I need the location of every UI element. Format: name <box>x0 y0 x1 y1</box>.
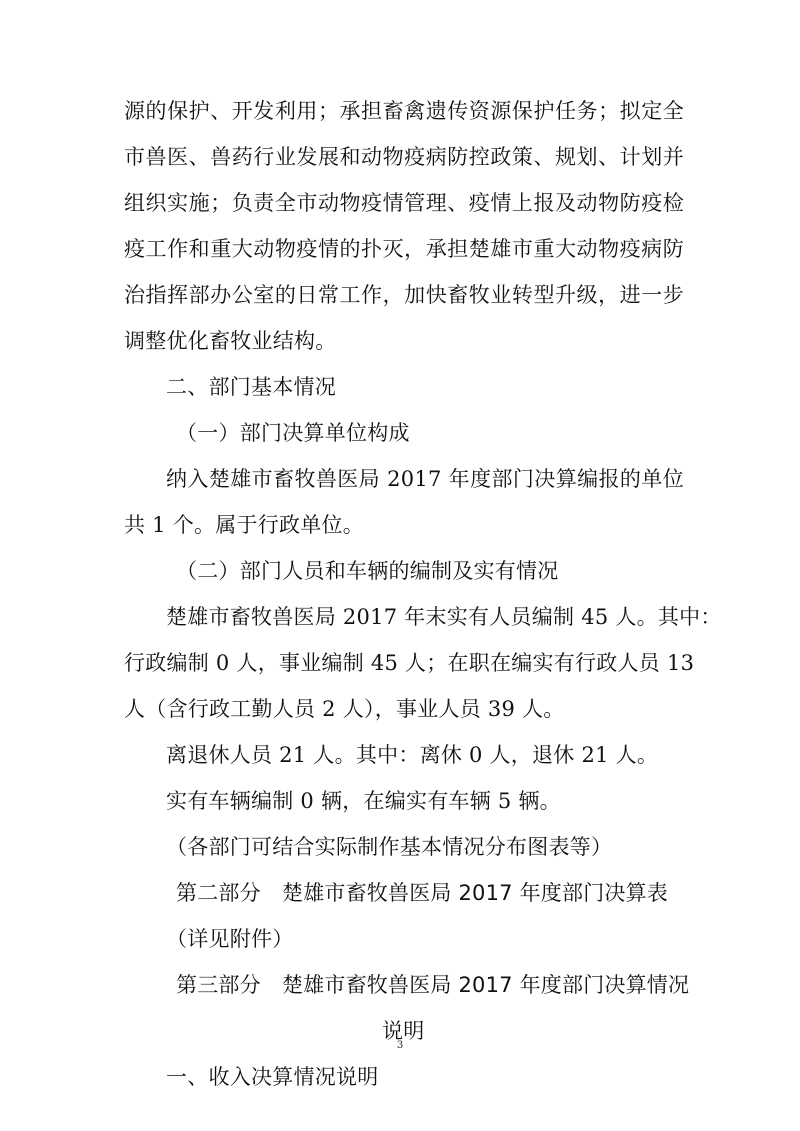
staff-paragraph-line-1: 楚雄市畜牧兽医局 2017 年末实有人员编制 45 人。其中： <box>166 605 722 629</box>
vehicle-line: 实有车辆编制 0 辆，在编实有车辆 5 辆。 <box>166 789 561 813</box>
staff-paragraph-line-2: 行政编制 0 人，事业编制 45 人；在职在编实有行政人员 13 <box>124 651 695 675</box>
part-three-title-line-2: 说明 <box>382 1019 425 1043</box>
intro-paragraph-line-3: 组织实施；负责全市动物疫情管理、疫情上报及动物防疫检 <box>124 191 684 215</box>
part-two-title: 第二部分 楚雄市畜牧兽医局 2017 年度部门决算表 <box>176 881 668 905</box>
section-two-heading: 二、部门基本情况 <box>166 375 336 399</box>
subsection-two-heading: （二）部门人员和车辆的编制及实有情况 <box>176 559 559 583</box>
subsection-one-heading: （一）部门决算单位构成 <box>176 421 410 445</box>
intro-paragraph-line-6: 调整优化畜牧业结构。 <box>124 329 337 353</box>
part-three-title-line-1: 第三部分 楚雄市畜牧兽医局 2017 年度部门决算情况 <box>176 973 690 997</box>
retired-staff-line: 离退休人员 21 人。其中：离休 0 人，退休 21 人。 <box>166 743 659 767</box>
part-two-note: （详见附件） <box>166 927 294 951</box>
intro-paragraph-line-1: 源的保护、开发利用；承担畜禽遗传资源保护任务；拟定全 <box>124 99 684 123</box>
template-note-line: （各部门可结合实际制作基本情况分布图表等） <box>166 835 613 859</box>
intro-paragraph-line-4: 疫工作和重大动物疫情的扑灭，承担楚雄市重大动物疫病防 <box>124 237 684 261</box>
intro-paragraph-line-2: 市兽医、兽药行业发展和动物疫病防控政策、规划、计划并 <box>124 145 684 169</box>
intro-paragraph-line-5: 治指挥部办公室的日常工作，加快畜牧业转型升级，进一步 <box>124 283 684 307</box>
unit-paragraph-line-1: 纳入楚雄市畜牧兽医局 2017 年度部门决算编报的单位 <box>166 467 684 491</box>
staff-paragraph-line-3: 人（含行政工勤人员 2 人），事业人员 39 人。 <box>124 697 565 721</box>
unit-paragraph-line-2: 共 1 个。属于行政单位。 <box>124 513 364 537</box>
income-section-heading: 一、收入决算情况说明 <box>166 1065 379 1089</box>
page-number: 3 <box>396 1040 404 1051</box>
